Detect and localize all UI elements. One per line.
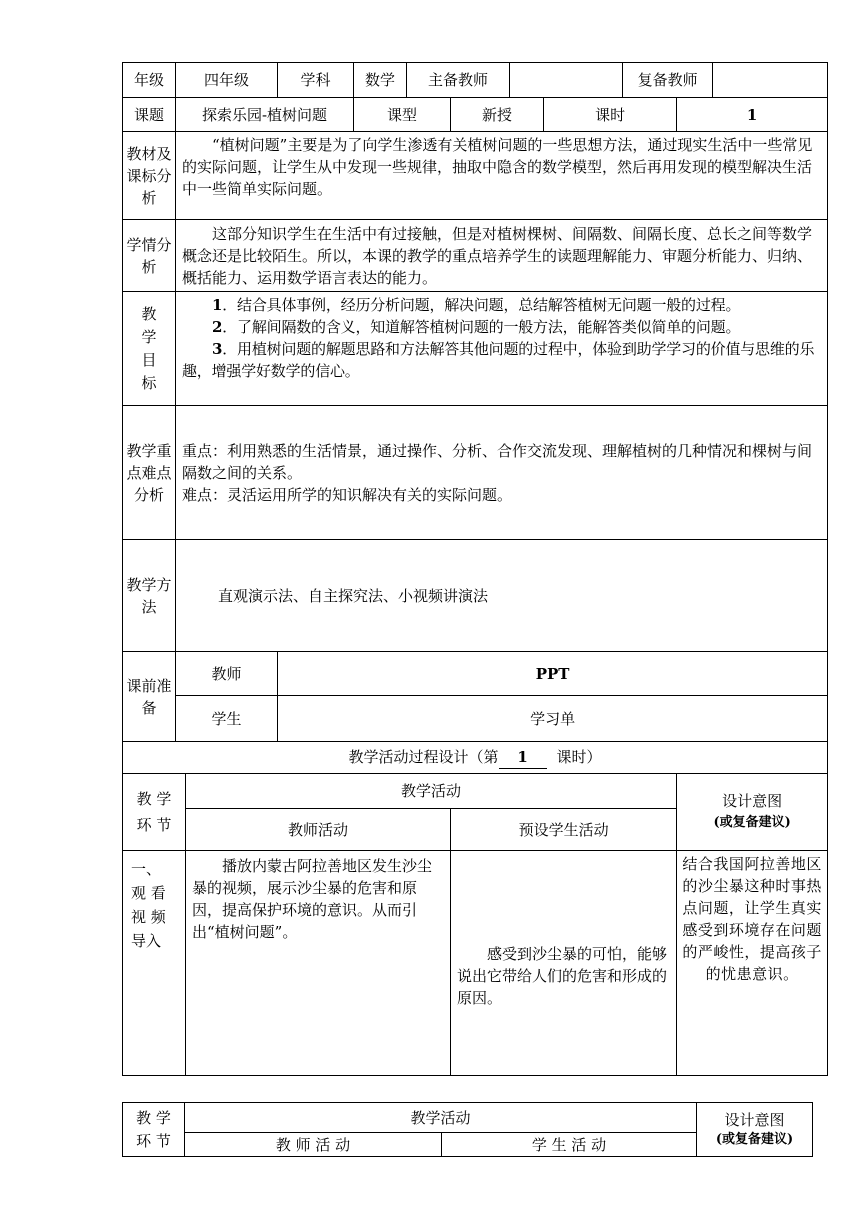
process-header-row — [123, 774, 828, 809]
table2-intent-label: 设计意图 (或复备建议) — [697, 1103, 813, 1157]
teacher-activity-label: 教师活动 — [186, 809, 451, 851]
prep-teacher-label: 教师 — [176, 652, 278, 696]
methods-label: 教学方法 — [123, 540, 176, 652]
goal-item: 1．结合具体事例，经历分析问题，解决问题，总结解答植树无问题一般的过程。 — [212, 296, 741, 314]
hours-value: 1 — [677, 98, 828, 132]
keypoints-row — [123, 406, 828, 540]
lesson-plan-table-continued — [122, 1102, 813, 1157]
table2-stage-label: 教 学 环 节 — [123, 1103, 185, 1157]
textbook-row — [123, 132, 828, 220]
main-teacher-value — [510, 63, 623, 98]
type-label: 课型 — [354, 98, 451, 132]
goals-label-char: 教 — [141, 304, 157, 323]
subject-value: 数学 — [354, 63, 407, 98]
students-label: 学情分析 — [123, 220, 176, 292]
goals-text — [176, 292, 828, 406]
lesson-row — [123, 98, 828, 132]
stage1-name: 一、 观 看 视 频 导入 — [123, 851, 186, 1076]
activity-label: 教学活动 — [186, 774, 677, 809]
goals-label — [123, 292, 176, 406]
goal-item: 3．用植树问题的解题思路和方法解答其他问题的过程中，体验到助学学习的价值与思维的乐趣，增强学好数学的信心。 — [182, 340, 815, 380]
goals-row — [123, 292, 828, 406]
topic-value: 探索乐园-植树问题 — [176, 98, 354, 132]
goals-label-char: 学 — [141, 327, 157, 346]
table2-student-activity-label: 学 生 活 动 — [442, 1133, 697, 1157]
prep-teacher-row — [123, 652, 828, 696]
prep-student-row — [123, 696, 828, 742]
students-row — [123, 220, 828, 292]
review-teacher-label: 复备教师 — [623, 63, 713, 98]
process-title-row — [123, 742, 828, 774]
hours-label: 课时 — [544, 98, 677, 132]
stage1-student-activity: 感受到沙尘暴的可怕，能够说出它带给人们的危害和形成的原因。 — [451, 851, 677, 1076]
methods-text: 直观演示法、自主探究法、小视频讲演法 — [176, 540, 828, 652]
stage-label: 教 学 环 节 — [123, 774, 186, 851]
topic-label: 课题 — [123, 98, 176, 132]
stage1-intent: 结合我国阿拉善地区的沙尘暴这种时事热点问题，让学生真实感受到环境存在问题的严峻性，提高孩子的忧患意识。 — [677, 851, 828, 1076]
type-value: 新授 — [451, 98, 544, 132]
prep-student-label: 学生 — [176, 696, 278, 742]
prep-student-value: 学习单 — [278, 696, 828, 742]
lesson-plan-table — [122, 62, 828, 1076]
main-teacher-label: 主备教师 — [407, 63, 510, 98]
prep-teacher-value: PPT — [278, 652, 828, 696]
grade-label: 年级 — [123, 63, 176, 98]
stage1-teacher-activity: 播放内蒙古阿拉善地区发生沙尘暴的视频，展示沙尘暴的危害和原因，提高保护环境的意识。从而引出“植树问题”。 — [186, 851, 451, 1076]
key-point: 重点：利用熟悉的生活情景，通过操作、分析、合作交流发现、理解植树的几种情况和棵树与间隔数之间的关系。 — [182, 441, 813, 482]
intent-label: 设计意图 (或复备建议) — [677, 774, 828, 851]
textbook-text: “植树问题”主要是为了向学生渗透有关植树问题的一些思想方法，通过现实生活中一些常见的实际问题，让学生从中发现一些规律，抽取中隐含的数学模型，然后再用发现的模型解决生活中一些简单实际问题。 — [176, 132, 828, 220]
review-teacher-value — [713, 63, 828, 98]
keypoints-label: 教学重点难点分析 — [123, 406, 176, 540]
goal-item: 2．了解间隔数的含义，知道解答植树问题的一般方法，能解答类似简单的问题。 — [212, 318, 741, 336]
methods-row — [123, 540, 828, 652]
textbook-label: 教材及课标分析 — [123, 132, 176, 220]
table2-activity-label: 教学活动 — [185, 1103, 697, 1133]
subject-label: 学科 — [278, 63, 354, 98]
header-row — [123, 63, 828, 98]
keypoints-text — [176, 406, 828, 540]
grade-value: 四年级 — [176, 63, 278, 98]
students-text: 这部分知识学生在生活中有过接触，但是对植树棵树、间隔数、间隔长度、总长之间等数学概念还是比较陌生。所以，本课的教学的重点培养学生的读题理解能力、审题分析能力、归纳、概括能力、运用数学语言表达的能力。 — [176, 220, 828, 292]
process-hour-number: 1 — [499, 746, 547, 769]
prep-label: 课前准备 — [123, 652, 176, 742]
goals-label-char: 目 — [141, 350, 157, 369]
difficulty: 难点：灵活运用所学的知识解决有关的实际问题。 — [182, 485, 513, 504]
table2-teacher-activity-label: 教 师 活 动 — [185, 1133, 442, 1157]
process-title: 教学活动过程设计（第 1 课时） — [123, 742, 828, 774]
stage1-row — [123, 851, 828, 1076]
table2-header-row — [123, 1103, 813, 1133]
student-activity-label: 预设学生活动 — [451, 809, 677, 851]
goals-label-char: 标 — [141, 373, 157, 392]
